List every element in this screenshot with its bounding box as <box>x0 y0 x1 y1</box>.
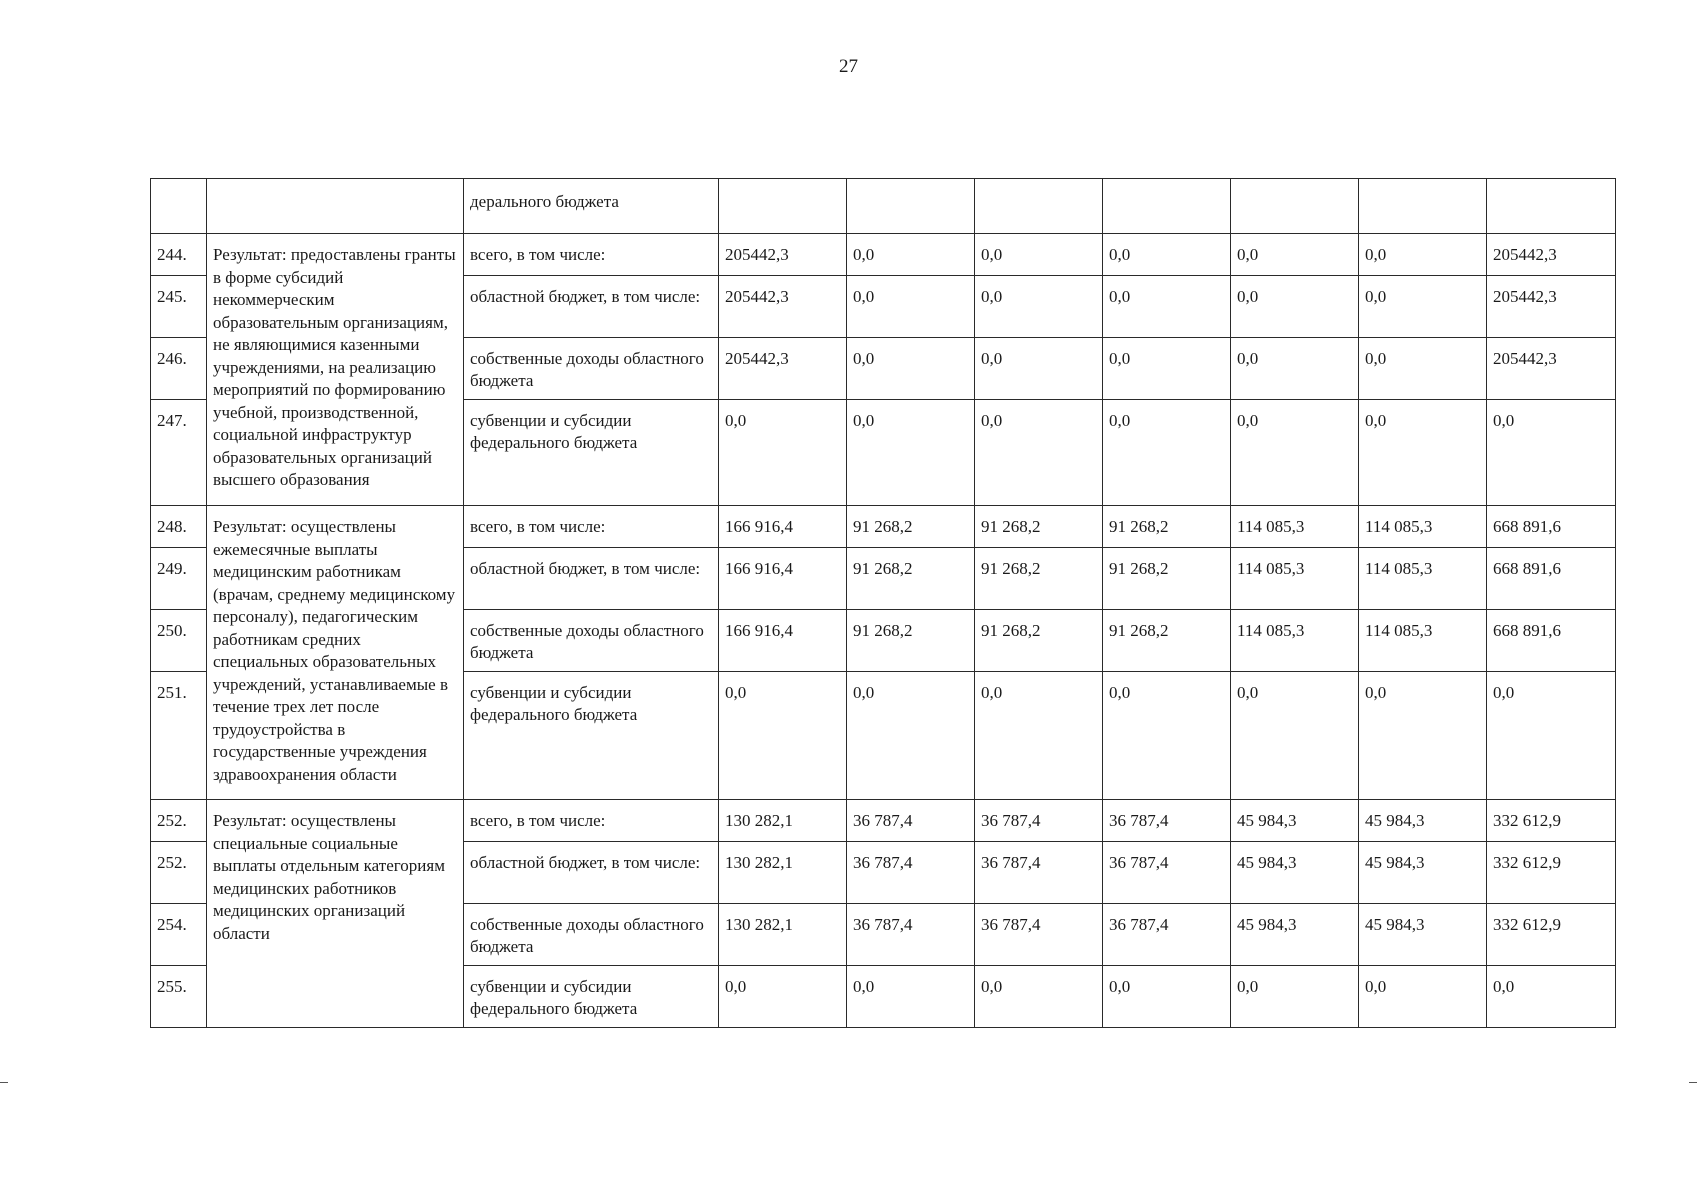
value-cell <box>719 179 847 234</box>
value-cell: 114 085,3 <box>1359 506 1487 548</box>
value-cell: 36 787,4 <box>847 800 975 842</box>
value-cell: 0,0 <box>1359 400 1487 506</box>
funding-source: субвенции и субсидии федерального бюджета <box>464 672 719 800</box>
value-cell: 91 268,2 <box>975 506 1103 548</box>
value-cell: 205442,3 <box>719 276 847 338</box>
value-cell: 0,0 <box>1103 966 1231 1028</box>
table-row <box>151 506 1616 548</box>
total-value-cell: 332 612,9 <box>1487 842 1616 904</box>
total-value-cell: 332 612,9 <box>1487 800 1616 842</box>
row-number: 245. <box>151 276 207 338</box>
value-cell: 0,0 <box>975 276 1103 338</box>
row-number: 246. <box>151 338 207 400</box>
value-cell: 36 787,4 <box>1103 800 1231 842</box>
total-value-cell: 332 612,9 <box>1487 904 1616 966</box>
value-cell: 36 787,4 <box>847 842 975 904</box>
value-cell <box>975 179 1103 234</box>
total-value-cell: 668 891,6 <box>1487 506 1616 548</box>
value-cell: 36 787,4 <box>1103 842 1231 904</box>
value-cell: 114 085,3 <box>1359 548 1487 610</box>
value-cell: 166 916,4 <box>719 610 847 672</box>
total-value-cell: 0,0 <box>1487 400 1616 506</box>
row-number: 250. <box>151 610 207 672</box>
value-cell: 0,0 <box>1231 338 1359 400</box>
value-cell: 114 085,3 <box>1359 610 1487 672</box>
value-cell: 0,0 <box>975 966 1103 1028</box>
value-cell: 0,0 <box>1359 276 1487 338</box>
value-cell: 205442,3 <box>719 338 847 400</box>
value-cell: 91 268,2 <box>975 610 1103 672</box>
value-cell: 0,0 <box>1359 234 1487 276</box>
value-cell: 0,0 <box>719 400 847 506</box>
funding-source: всего, в том числе: <box>464 506 719 548</box>
type-cell: дерального бюджета <box>464 179 719 234</box>
row-number: 252. <box>151 800 207 842</box>
row-number: 247. <box>151 400 207 506</box>
value-cell: 0,0 <box>847 966 975 1028</box>
value-cell: 0,0 <box>975 338 1103 400</box>
value-cell <box>1231 179 1359 234</box>
value-cell: 45 984,3 <box>1231 904 1359 966</box>
total-value-cell: 668 891,6 <box>1487 610 1616 672</box>
total-value-cell: 0,0 <box>1487 672 1616 800</box>
right-margin-mark <box>1689 1082 1697 1083</box>
value-cell: 166 916,4 <box>719 506 847 548</box>
value-cell: 0,0 <box>1103 338 1231 400</box>
funding-source: собственные доходы областного бюджета <box>464 610 719 672</box>
value-cell: 45 984,3 <box>1359 800 1487 842</box>
total-value-cell: 205442,3 <box>1487 338 1616 400</box>
table-row <box>151 234 1616 276</box>
value-cell: 130 282,1 <box>719 904 847 966</box>
value-cell: 91 268,2 <box>1103 548 1231 610</box>
num-cell <box>151 179 207 234</box>
value-cell: 0,0 <box>847 276 975 338</box>
funding-source: областной бюджет, в том числе: <box>464 548 719 610</box>
value-cell <box>847 179 975 234</box>
funding-source: субвенции и субсидии федерального бюджета <box>464 966 719 1028</box>
value-cell: 91 268,2 <box>975 548 1103 610</box>
total-value-cell: 205442,3 <box>1487 234 1616 276</box>
page-number: 27 <box>839 56 858 77</box>
continuation-row <box>151 179 1616 234</box>
value-cell: 36 787,4 <box>1103 904 1231 966</box>
funding-source: областной бюджет, в том числе: <box>464 842 719 904</box>
value-cell: 0,0 <box>1231 400 1359 506</box>
value-cell: 0,0 <box>1231 672 1359 800</box>
left-margin-mark <box>0 1082 8 1083</box>
value-cell: 0,0 <box>1359 672 1487 800</box>
row-number: 254. <box>151 904 207 966</box>
value-cell: 0,0 <box>975 400 1103 506</box>
value-cell: 91 268,2 <box>1103 506 1231 548</box>
row-number: 248. <box>151 506 207 548</box>
value-cell <box>1103 179 1231 234</box>
value-cell: 0,0 <box>1231 276 1359 338</box>
row-number: 252. <box>151 842 207 904</box>
value-cell: 0,0 <box>847 338 975 400</box>
value-cell: 91 268,2 <box>1103 610 1231 672</box>
value-cell <box>1359 179 1487 234</box>
result-cell <box>207 179 464 234</box>
value-cell: 0,0 <box>1103 234 1231 276</box>
value-cell: 0,0 <box>975 234 1103 276</box>
value-cell: 0,0 <box>847 400 975 506</box>
value-cell: 114 085,3 <box>1231 506 1359 548</box>
table-row <box>151 800 1616 842</box>
funding-source: областной бюджет, в том числе: <box>464 276 719 338</box>
value-cell: 45 984,3 <box>1231 800 1359 842</box>
value-cell: 91 268,2 <box>847 548 975 610</box>
value-cell: 0,0 <box>847 234 975 276</box>
value-cell: 114 085,3 <box>1231 548 1359 610</box>
value-cell: 45 984,3 <box>1359 904 1487 966</box>
value-cell: 0,0 <box>1231 234 1359 276</box>
row-number: 251. <box>151 672 207 800</box>
value-cell: 205442,3 <box>719 234 847 276</box>
funding-source: собственные доходы областного бюджета <box>464 904 719 966</box>
value-cell: 0,0 <box>1103 672 1231 800</box>
value-cell: 0,0 <box>1231 966 1359 1028</box>
funding-source: всего, в том числе: <box>464 234 719 276</box>
value-cell: 0,0 <box>847 672 975 800</box>
budget-table <box>150 178 1616 1028</box>
funding-source: собственные доходы областного бюджета <box>464 338 719 400</box>
value-cell: 114 085,3 <box>1231 610 1359 672</box>
funding-source: всего, в том числе: <box>464 800 719 842</box>
value-cell: 45 984,3 <box>1231 842 1359 904</box>
value-cell <box>1487 179 1616 234</box>
total-value-cell: 0,0 <box>1487 966 1616 1028</box>
row-number: 249. <box>151 548 207 610</box>
value-cell: 36 787,4 <box>975 842 1103 904</box>
value-cell: 166 916,4 <box>719 548 847 610</box>
value-cell: 0,0 <box>719 966 847 1028</box>
value-cell: 0,0 <box>975 672 1103 800</box>
value-cell: 0,0 <box>1359 966 1487 1028</box>
value-cell: 36 787,4 <box>975 800 1103 842</box>
funding-source: субвенции и субсидии федерального бюджета <box>464 400 719 506</box>
value-cell: 130 282,1 <box>719 800 847 842</box>
value-cell: 0,0 <box>1103 400 1231 506</box>
result-description: Результат: осуществлены специальные социальные выплаты отдельным категориям медицинских работников медицинских организаций области <box>207 800 464 1028</box>
row-number: 244. <box>151 234 207 276</box>
value-cell: 0,0 <box>1359 338 1487 400</box>
total-value-cell: 205442,3 <box>1487 276 1616 338</box>
value-cell: 36 787,4 <box>975 904 1103 966</box>
value-cell: 36 787,4 <box>847 904 975 966</box>
row-number: 255. <box>151 966 207 1028</box>
value-cell: 91 268,2 <box>847 610 975 672</box>
result-description: Результат: осуществлены ежемесячные выплаты медицинским работникам (врачам, среднему медицинскому персоналу), педагогическим работникам средних специальных образовательных учреждений, устанавливаемые в течение трех лет после трудоустройства в государственные учреждения здравоохранения области <box>207 506 464 800</box>
value-cell: 0,0 <box>1103 276 1231 338</box>
total-value-cell: 668 891,6 <box>1487 548 1616 610</box>
value-cell: 0,0 <box>719 672 847 800</box>
value-cell: 45 984,3 <box>1359 842 1487 904</box>
value-cell: 91 268,2 <box>847 506 975 548</box>
value-cell: 130 282,1 <box>719 842 847 904</box>
result-description: Результат: предоставлены гранты в форме субсидий некоммерческим образовательным организациям, не являющимися казенными учреждениями, на реализацию мероприятий по формированию учебной, производственной, социальной инфраструктур образовательных организаций высшего образования <box>207 234 464 506</box>
